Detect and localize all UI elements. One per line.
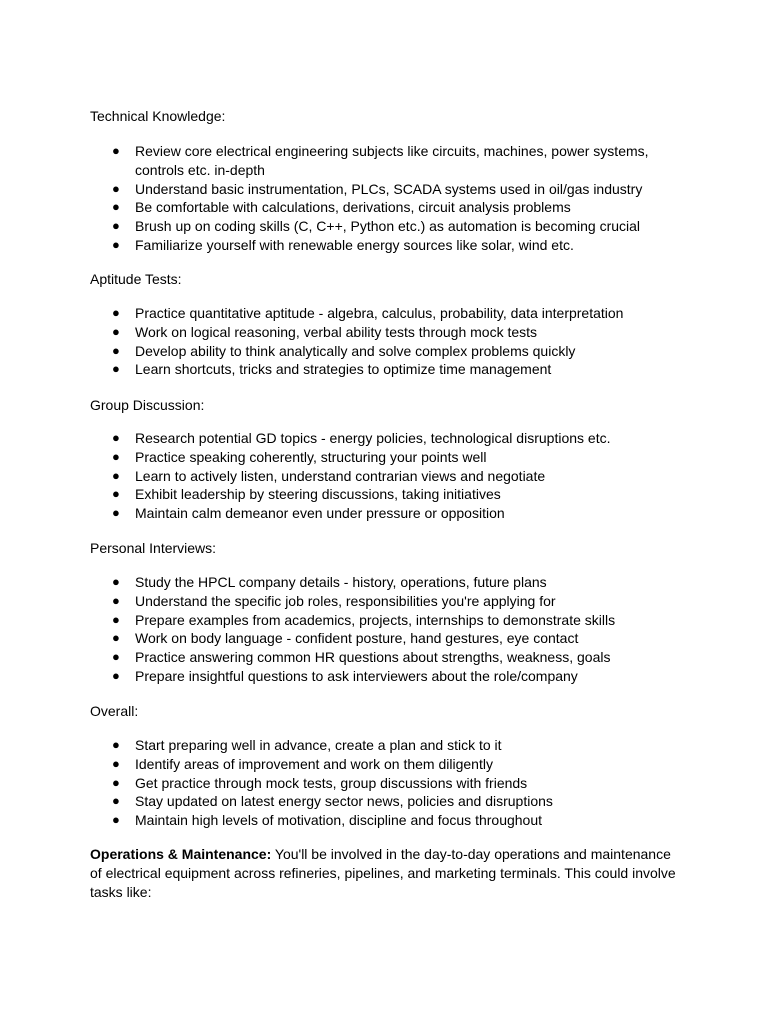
list-item (0, 448, 655, 467)
list-item (0, 629, 655, 648)
bullet-icon: ● (112, 505, 120, 521)
list-item (0, 667, 655, 686)
list-item (0, 323, 655, 342)
list-item (0, 360, 655, 379)
list-item-text: Stay updated on latest energy sector news, policies and disruptions (135, 793, 553, 810)
personal-interviews-list (0, 573, 655, 686)
list-item-text: Get practice through mock tests, group discussions with friends (135, 774, 528, 791)
bullet-icon: ● (112, 305, 120, 320)
list-item (0, 180, 655, 199)
list-item (0, 755, 655, 774)
list-item-text: Brush up on coding skills (C, C++, Python etc.) as automation is becoming crucial (135, 218, 641, 235)
list-item (0, 504, 655, 523)
list-item-text: Work on logical reasoning, verbal ability tests through mock tests (135, 323, 538, 340)
operations-maintenance-text: You'll be involved in the day-to-day operations and maintenance of electrical equipment across refineries, pipelines, and marketing terminals. This could involve tasks like: (90, 846, 676, 900)
list-item (0, 217, 655, 236)
list-item (0, 429, 655, 448)
list-item-text: Study the HPCL company details - history, operations, future plans (135, 574, 547, 590)
bullet-icon: ● (112, 755, 120, 771)
overall-list (0, 736, 655, 830)
list-item-text: Prepare examples from academics, projects, internships to demonstrate skills (135, 611, 616, 628)
section-heading-group-discussion: Group Discussion: (90, 397, 205, 413)
list-item (0, 304, 655, 323)
bullet-icon: ● (112, 218, 120, 234)
list-item (0, 573, 655, 592)
bullet-icon: ● (112, 774, 120, 790)
list-item-text: Review core electrical engineering subjects like circuits, machines, power systems, controls etc. in-depth (135, 143, 649, 178)
bullet-icon: ● (112, 467, 120, 483)
bullet-icon: ● (112, 592, 120, 608)
aptitude-tests-list (0, 304, 655, 379)
bullet-icon: ● (112, 667, 120, 683)
operations-maintenance-paragraph (90, 845, 680, 902)
bullet-icon: ● (112, 180, 120, 196)
list-item (0, 611, 655, 630)
list-item (0, 236, 655, 255)
list-item-text: Maintain calm demeanor even under pressure or opposition (135, 505, 505, 522)
bullet-icon: ● (112, 737, 120, 752)
bullet-icon: ● (112, 430, 120, 445)
list-item-text: Research potential GD topics - energy policies, technological disruptions etc. (135, 430, 611, 446)
section-heading-aptitude-tests: Aptitude Tests: (90, 271, 182, 287)
bullet-icon: ● (112, 342, 120, 358)
list-item-text: Understand the specific job roles, responsibilities you're applying for (135, 592, 556, 609)
bullet-icon: ● (112, 611, 120, 627)
bullet-icon: ● (112, 323, 120, 339)
section-heading-personal-interviews: Personal Interviews: (90, 540, 217, 556)
list-item-text: Develop ability to think analytically and solve complex problems quickly (135, 342, 576, 359)
list-item-text: Understand basic instrumentation, PLCs, SCADA systems used in oil/gas industry (135, 180, 643, 197)
list-item (0, 485, 655, 504)
list-item-text: Practice quantitative aptitude - algebra, calculus, probability, data interpretation (135, 305, 624, 321)
list-item (0, 592, 655, 611)
bullet-icon: ● (112, 361, 120, 377)
list-item-text: Maintain high levels of motivation, discipline and focus throughout (135, 812, 543, 829)
list-item-text: Exhibit leadership by steering discussions, taking initiatives (135, 486, 501, 503)
list-item (0, 736, 655, 755)
list-item-text: Learn to actively listen, understand contrarian views and negotiate (135, 467, 546, 484)
technical-knowledge-list (0, 142, 655, 255)
list-item-text: Practice speaking coherently, structuring your points well (135, 448, 487, 465)
bullet-icon: ● (112, 448, 120, 464)
list-item-text: Identify areas of improvement and work on them diligently (135, 755, 493, 772)
list-item-text: Start preparing well in advance, create a plan and stick to it (135, 737, 502, 753)
list-item (0, 792, 655, 811)
bullet-icon: ● (112, 143, 120, 158)
list-item (0, 811, 655, 830)
bullet-icon: ● (112, 812, 120, 828)
operations-maintenance-lead: Operations & Maintenance: (90, 846, 272, 862)
list-item-text: Work on body language - confident posture, hand gestures, eye contact (135, 630, 579, 647)
bullet-icon: ● (112, 236, 120, 252)
list-item-text: Familiarize yourself with renewable energy sources like solar, wind etc. (135, 236, 574, 253)
list-item (0, 774, 655, 793)
list-item (0, 342, 655, 361)
section-heading-overall: Overall: (90, 703, 139, 719)
list-item-text: Prepare insightful questions to ask interviewers about the role/company (135, 667, 578, 684)
group-discussion-list (0, 429, 655, 523)
list-item (0, 648, 655, 667)
section-heading-technical-knowledge: Technical Knowledge: (90, 108, 226, 124)
list-item (0, 198, 655, 217)
bullet-icon: ● (112, 486, 120, 502)
bullet-icon: ● (112, 574, 120, 589)
bullet-icon: ● (112, 630, 120, 646)
list-item-text: Practice answering common HR questions about strengths, weakness, goals (135, 649, 611, 666)
bullet-icon: ● (112, 649, 120, 665)
list-item-text: Learn shortcuts, tricks and strategies to optimize time management (135, 361, 552, 378)
bullet-icon: ● (112, 199, 120, 215)
bullet-icon: ● (112, 793, 120, 809)
list-item-text: Be comfortable with calculations, derivations, circuit analysis problems (135, 199, 571, 216)
list-item (0, 142, 655, 180)
list-item (0, 467, 655, 486)
